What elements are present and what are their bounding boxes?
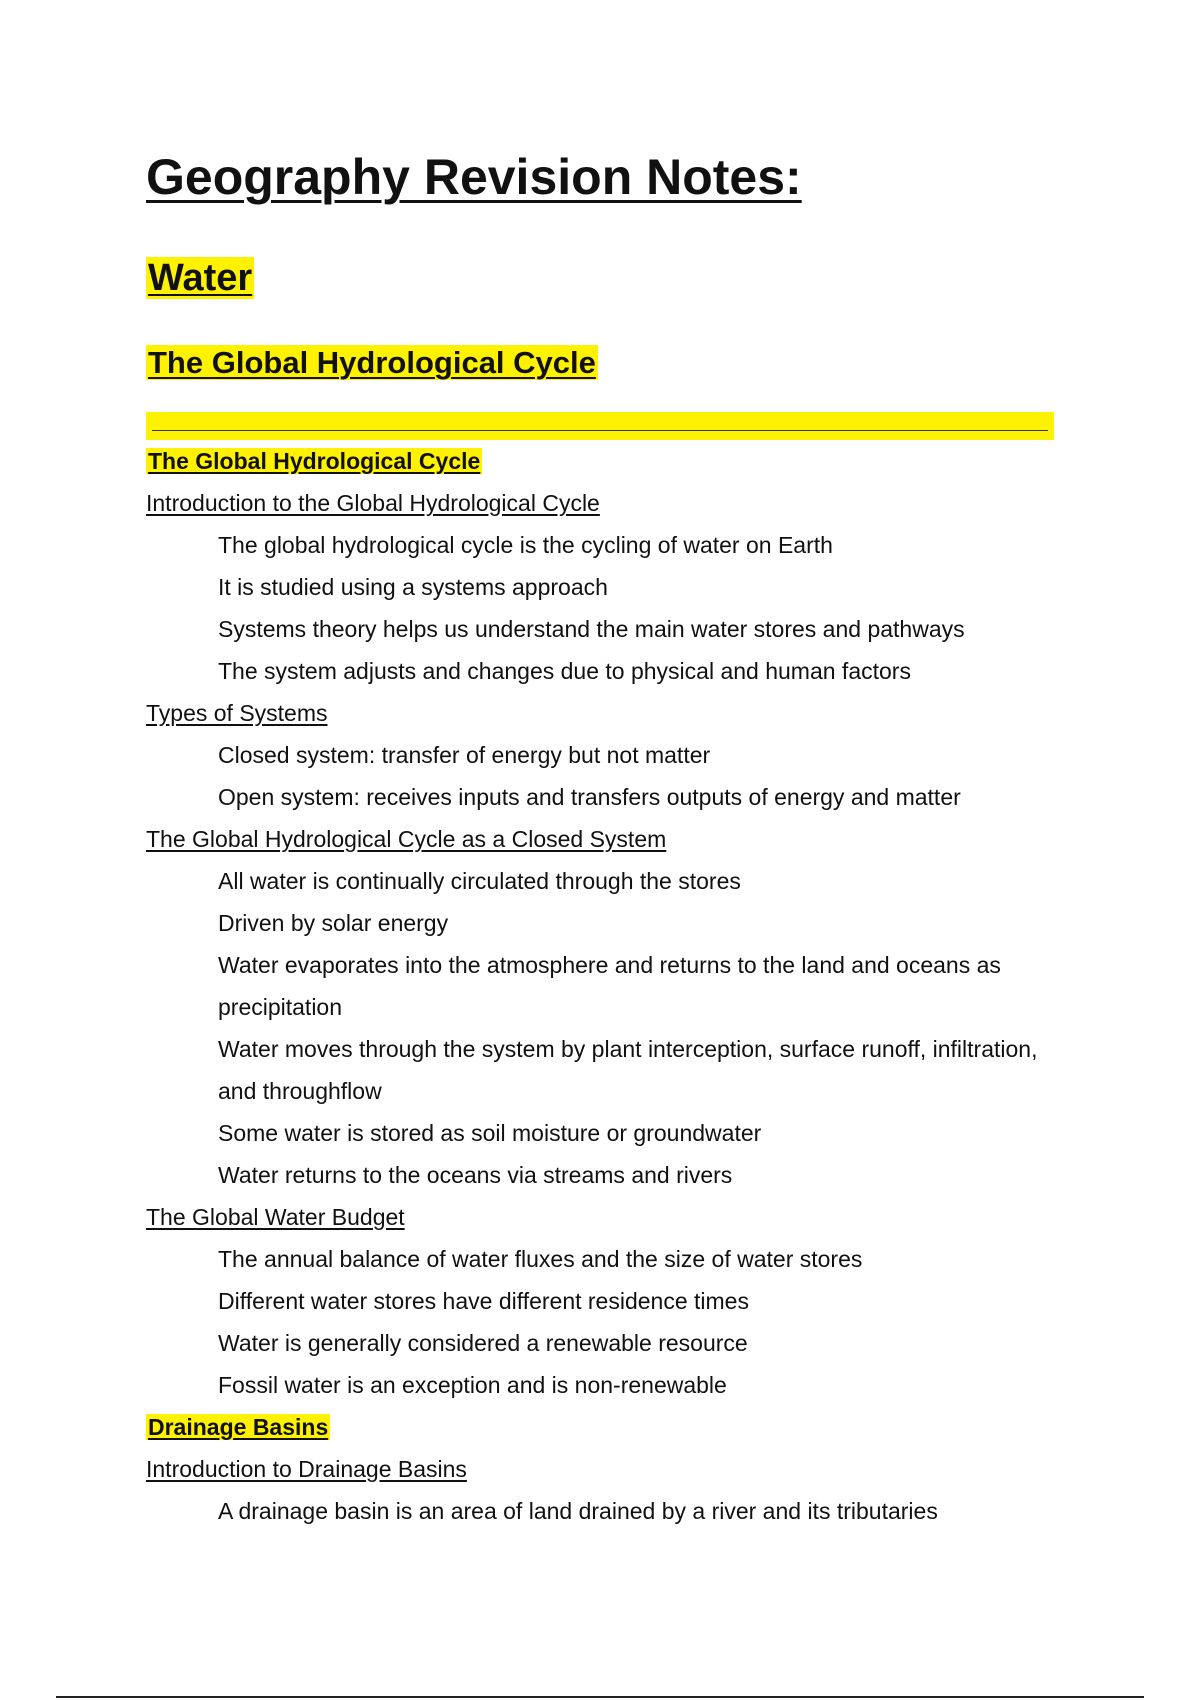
subtopic-heading (146, 344, 598, 381)
list-item: Some water is stored as soil moisture or groundwater (218, 1120, 762, 1146)
list-item: Driven by solar energy (218, 910, 449, 936)
topic-heading-text: Water (148, 257, 253, 299)
list-item: The system adjusts and changes due to physical and human factors (218, 658, 911, 684)
subheading (146, 1196, 1066, 1238)
list-item: Open system: receives inputs and transfers outputs of energy and matter (218, 784, 961, 810)
section-heading-text: The Global Hydrological Cycle (148, 448, 481, 474)
subheading-text: Types of Systems (146, 700, 328, 726)
list-item: Water moves through the system by plant interception, surface runoff, infiltration, and throughflow (218, 1036, 1038, 1104)
list-item: Water returns to the oceans via streams and rivers (218, 1162, 733, 1188)
list-item: Water is generally considered a renewable resource (218, 1330, 748, 1356)
list-item: The annual balance of water fluxes and the size of water stores (218, 1246, 863, 1272)
list-item: Closed system: transfer of energy but not matter (218, 742, 711, 768)
subheading (146, 482, 1066, 524)
subheading (146, 1448, 1066, 1490)
list-item: Fossil water is an exception and is non-renewable (218, 1372, 727, 1398)
topic-heading (146, 256, 254, 302)
list-item: A drainage basin is an area of land drained by a river and its tributaries (218, 1498, 938, 1524)
section-heading-text: Drainage Basins (148, 1414, 329, 1440)
subheading-text: The Global Hydrological Cycle as a Closed System (146, 826, 667, 852)
footer-rule (56, 1696, 1144, 1698)
list-item: Water evaporates into the atmosphere and returns to the land and oceans as precipitation (218, 952, 1001, 1020)
notes-outline (146, 440, 1066, 1532)
subheading (146, 818, 1066, 860)
list-item: It is studied using a systems approach (218, 574, 608, 600)
list-item: All water is continually circulated through the stores (218, 868, 741, 894)
list-item: Different water stores have different residence times (218, 1288, 749, 1314)
list-item: Systems theory helps us understand the main water stores and pathways (218, 616, 965, 642)
subheading-text: Introduction to Drainage Basins (146, 1456, 467, 1482)
subtopic-heading-text: The Global Hydrological Cycle (148, 345, 596, 380)
section-heading (146, 1406, 1066, 1448)
list-item: The global hydrological cycle is the cycling of water on Earth (218, 532, 833, 558)
highlighted-divider (146, 412, 1054, 440)
document-title: Geography Revision Notes: (146, 149, 802, 205)
subheading-text: The Global Water Budget (146, 1204, 405, 1230)
subheading-text: Introduction to the Global Hydrological Cycle (146, 490, 600, 516)
section-heading (146, 440, 1066, 482)
subheading (146, 692, 1066, 734)
divider-rule (152, 430, 1048, 431)
